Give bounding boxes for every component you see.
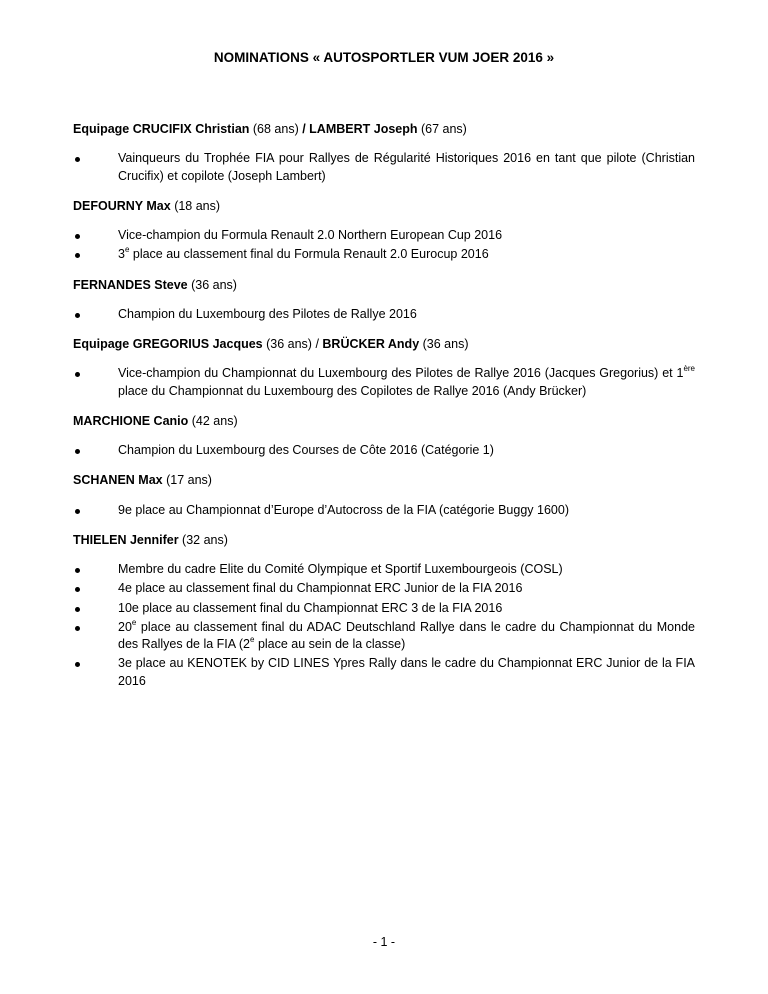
- nominee-entry: [73, 413, 695, 460]
- page-number: - 1 -: [372, 935, 396, 949]
- achievement-item: [73, 365, 695, 400]
- nominee-age: (36 ans): [187, 277, 237, 292]
- nominee-age: (68 ans): [249, 122, 303, 136]
- nominee-age: (18 ans): [170, 198, 221, 213]
- nominee-age: (36 ans) /: [262, 337, 323, 351]
- nominee-name: BRÜCKER Andy: [322, 337, 420, 351]
- nominations-list: [73, 121, 695, 703]
- achievement-text: 10e place au classement final du Championnat ERC 3 de la FIA 2016: [118, 600, 503, 615]
- achievement-list: [73, 306, 695, 323]
- achievement-item: [73, 580, 695, 597]
- nominee-heading: [73, 472, 695, 489]
- achievement-item: [73, 619, 695, 654]
- nominee-heading: [73, 121, 695, 138]
- achievement-item: [73, 655, 695, 690]
- nominee-name: FERNANDES Steve: [73, 277, 188, 292]
- nominee-name: Equipage GREGORIUS Jacques: [73, 337, 263, 351]
- ordinal-suffix: e: [131, 617, 137, 627]
- nominee-entry: [73, 277, 695, 324]
- nominee-age: (42 ans): [188, 413, 238, 428]
- achievement-item: [73, 227, 695, 244]
- nominee-age: (67 ans): [417, 122, 467, 136]
- document-title: NOMINATIONS « AUTOSPORTLER VUM JOER 2016 »: [213, 50, 555, 65]
- nominee-name: DEFOURNY Max: [73, 198, 171, 213]
- achievement-text: Vice-champion du Championnat du Luxembourg des Pilotes de Rallye 2016 (Jacques Gregorius) et: [118, 366, 673, 381]
- achievement-item: [73, 246, 695, 263]
- name-separator: /: [302, 122, 310, 136]
- nominee-entry: [73, 336, 695, 400]
- rank-number: 1: [676, 366, 684, 381]
- nominee-heading: [73, 277, 695, 294]
- achievement-text: 3e place au KENOTEK by CID LINES Ypres Rally dans le cadre du Championnat ERC Junior de la FIA 2016: [118, 656, 695, 688]
- achievement-text: place au classement final du ADAC Deutschland Rallye dans le cadre du Championnat du Monde des Rallyes de la FIA (2: [118, 619, 695, 651]
- rank-number: 20: [118, 619, 132, 634]
- nominee-age: (17 ans): [162, 473, 212, 488]
- achievement-list: [73, 561, 695, 690]
- achievement-item: [73, 306, 695, 323]
- achievement-text: place du Championnat du Luxembourg des Copilotes de Rallye 2016 (Andy Brücker): [118, 383, 587, 398]
- achievement-text: place au classement final du Formula Renault 2.0 Eurocup 2016: [129, 247, 489, 262]
- nominee-entry: [73, 472, 695, 519]
- ordinal-suffix: e: [124, 245, 130, 255]
- achievement-item: [73, 150, 695, 185]
- achievement-item: [73, 502, 695, 519]
- achievement-list: [73, 227, 695, 264]
- nominee-name: THIELEN Jennifer: [73, 532, 179, 547]
- achievement-text: Champion du Luxembourg des Pilotes de Rallye 2016: [118, 306, 417, 321]
- achievement-item: [73, 561, 695, 578]
- nominee-entry: [73, 532, 695, 690]
- nominee-name: LAMBERT Joseph: [309, 122, 418, 136]
- rank-number: 3: [118, 247, 125, 262]
- nominee-age: (32 ans): [178, 532, 228, 547]
- nominee-name: Equipage CRUCIFIX Christian: [73, 122, 250, 136]
- nominee-heading: [73, 532, 695, 549]
- achievement-list: [73, 442, 695, 459]
- nominee-entry: [73, 198, 695, 264]
- ordinal-suffix: e: [250, 634, 255, 644]
- achievement-text: Champion du Luxembourg des Courses de Côte 2016 (Catégorie 1): [118, 443, 494, 457]
- achievement-text: Vainqueurs du Trophée FIA pour Rallyes de Régularité Historiques 2016 en tant que pilote (Christian Crucifix) et copilote (Joseph Lambert): [118, 151, 695, 183]
- nominee-heading: [73, 198, 695, 215]
- achievement-list: [73, 150, 695, 185]
- achievement-text: Membre du cadre Elite du Comité Olympique et Sportif Luxembourgeois (COSL): [118, 562, 563, 576]
- achievement-text: Vice-champion du Formula Renault 2.0 Northern European Cup 2016: [118, 228, 503, 242]
- achievement-item: [73, 442, 695, 459]
- achievement-text: place au sein de la classe): [254, 637, 406, 651]
- achievement-list: [73, 365, 695, 400]
- nominee-heading: [73, 413, 695, 430]
- nominee-name: SCHANEN Max: [73, 473, 163, 488]
- ordinal-suffix: ère: [683, 364, 695, 374]
- nominee-age: (36 ans): [419, 337, 469, 351]
- achievement-item: [73, 600, 695, 617]
- nominee-entry: [73, 121, 695, 185]
- nominee-name: MARCHIONE Canio: [73, 413, 189, 428]
- achievement-list: [73, 502, 695, 519]
- achievement-text: 4e place au classement final du Championnat ERC Junior de la FIA 2016: [118, 581, 523, 596]
- achievement-text: 9e place au Championnat d’Europe d’Autocross de la FIA (catégorie Buggy 1600): [118, 502, 569, 517]
- nominee-heading: [73, 336, 695, 353]
